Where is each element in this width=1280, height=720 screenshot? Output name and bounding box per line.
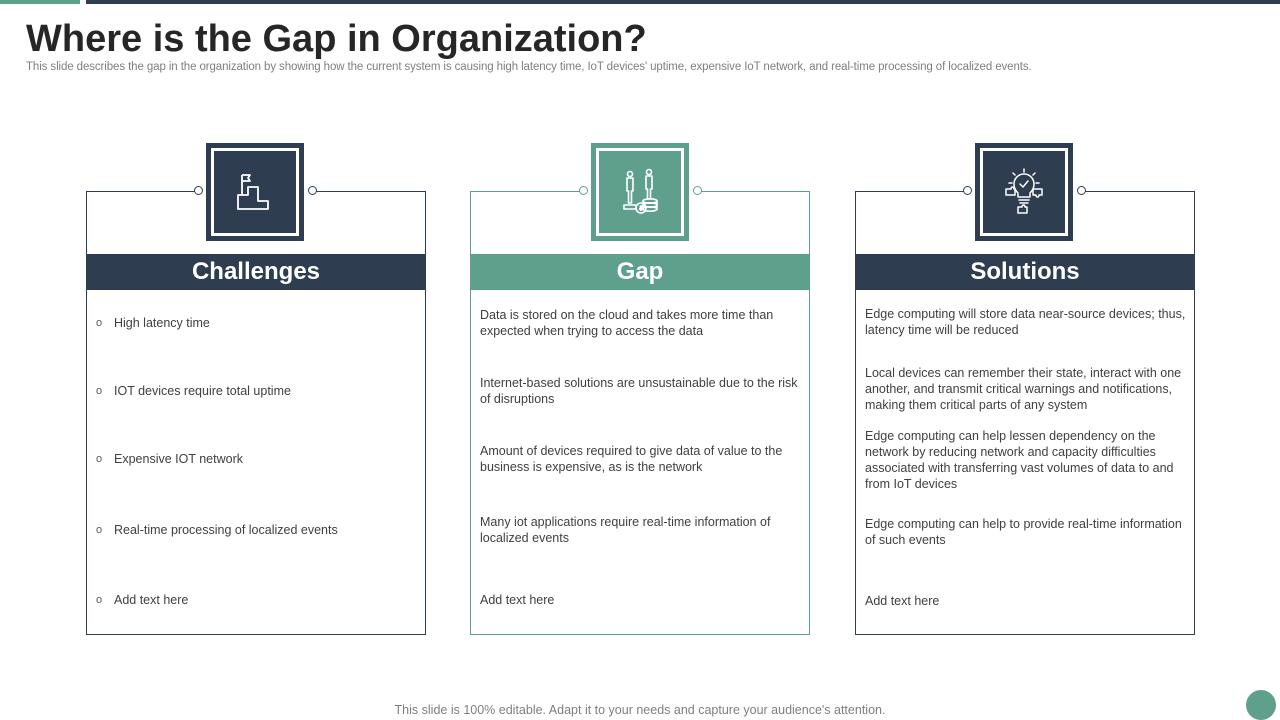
challenges-card [86,191,426,635]
list-item: Edge computing can help to provide real-time information of such events [865,517,1182,547]
connector-dot-right [308,186,317,195]
corner-decoration [1246,690,1276,720]
list-item: o IOT devices require total uptime [96,384,291,398]
list-item: Edge computing can help lessen dependency on the network by reducing network and capacity difficulties associated with transferring vast volumes of data to and from IoT devices [865,429,1174,491]
connector-dot-left [579,186,588,195]
list-item: Data is stored on the cloud and takes more time than expected when trying to access the data [480,308,774,338]
gap-card [470,191,810,635]
bullet-icon: o [96,594,103,606]
solutions-icon-box [975,143,1073,241]
top-accent-bar-green [0,0,80,4]
slide-subtitle: This slide describes the gap in the organization by showing how the current system is causing high latency time, IoT devices' uptime, expensive IoT network, and real-time processing of localized events. [26,61,1032,73]
list-item: Amount of devices required to give data of value to the business is expensive, as is the network [480,444,783,474]
list-item: o High latency time [96,316,210,330]
list-item: Add text here [480,593,555,607]
list-item: Many iot applications require real-time information of localized events [480,515,771,545]
slide-title: Where is the Gap in Organization? [26,18,647,60]
gap-header: Gap [470,254,810,290]
list-item: Internet-based solutions are unsustainable due to the risk of disruptions [480,376,798,406]
connector-dot-right [1077,186,1086,195]
gap-icon-box [591,143,689,241]
lightbulb-puzzle-icon [1001,167,1047,217]
bullet-icon: o [96,385,103,397]
challenges-icon-box [206,143,304,241]
challenges-header: Challenges [86,254,426,290]
list-item: Add text here [865,594,940,608]
bullet-icon: o [96,453,103,465]
bullet-icon: o [96,317,103,329]
connector-dot-left [194,186,203,195]
bullet-icon: o [96,524,103,536]
solutions-header: Solutions [855,254,1195,290]
people-coins-gap-icon [615,167,665,217]
connector-dot-left [963,186,972,195]
stairs-flag-icon [232,169,278,215]
list-item: o Add text here [96,593,189,607]
list-item: o Expensive IOT network [96,452,243,466]
footer-note: This slide is 100% editable. Adapt it to your needs and capture your audience's attention. [394,703,886,717]
list-item: o Real-time processing of localized events [96,523,338,537]
solutions-card [855,191,1195,635]
list-item: Local devices can remember their state, interact with one another, and transmit critical warnings and notifications, making them critical parts of any system [865,366,1182,412]
list-item: Edge computing will store data near-source devices; thus, latency time will be reduced [865,307,1186,337]
top-accent-bar-dark [86,0,1280,4]
connector-dot-right [693,186,702,195]
